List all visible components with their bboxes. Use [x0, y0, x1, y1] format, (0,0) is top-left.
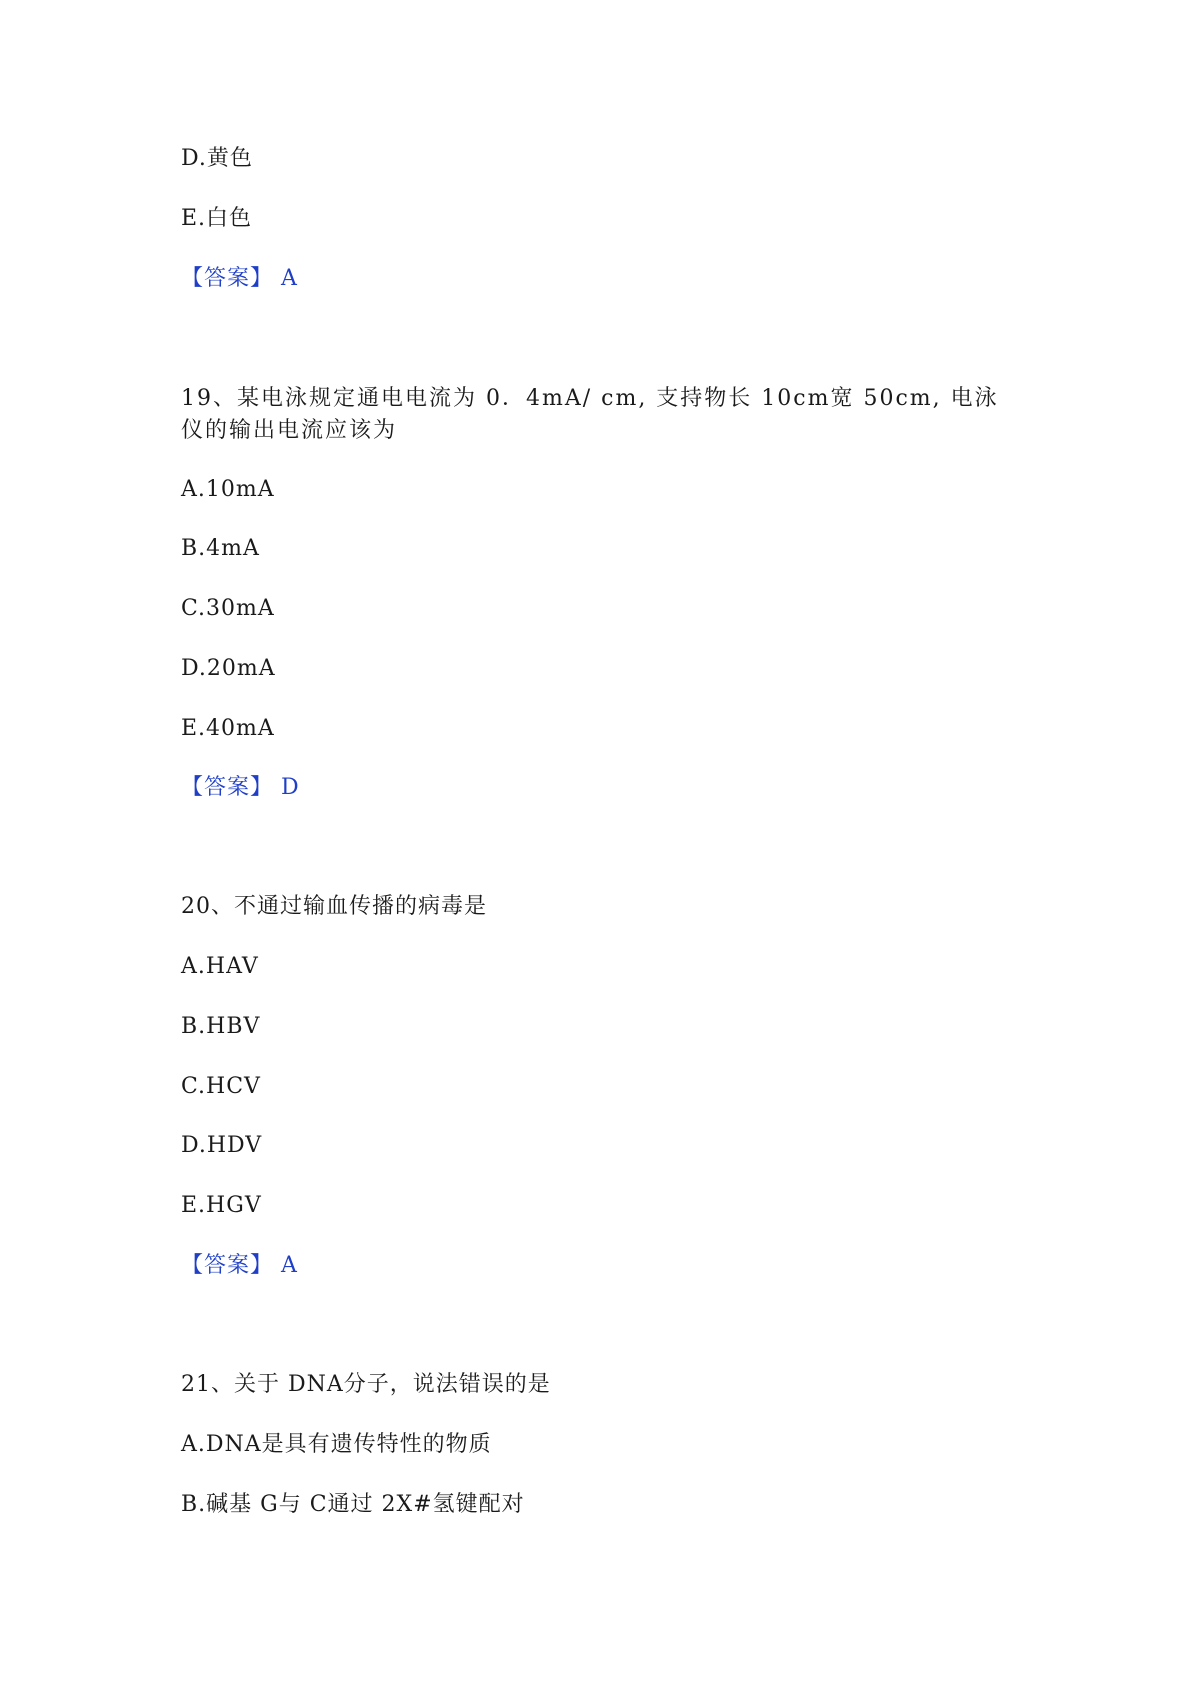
option-b: B.碱基 G与 C通过 2X#氢键配对	[181, 1492, 525, 1517]
option-c: C.HCV	[181, 1074, 261, 1099]
question-19-text: 19、某电泳规定通电电流为 0．4mA/ cm, 支持物长 10cm宽 50cm, 电泳仪的输出电流应该为	[181, 386, 999, 443]
answer-label: 【答案】 A	[181, 1253, 298, 1278]
option-b: B.4mA	[181, 536, 260, 561]
option-a: A.HAV	[181, 954, 259, 979]
option-d: D.黄色	[181, 146, 253, 171]
answer-label: 【答案】 D	[181, 775, 300, 800]
question-21-text: 21、关于 DNA分子，说法错误的是	[181, 1372, 551, 1397]
answer-label: 【答案】 A	[181, 266, 298, 291]
option-a: A.10mA	[181, 477, 275, 502]
option-a: A.DNA是具有遗传特性的物质	[181, 1432, 492, 1457]
option-e: E.白色	[181, 206, 253, 231]
option-b: B.HBV	[181, 1014, 261, 1039]
option-e: E.40mA	[181, 716, 275, 741]
option-d: D.HDV	[181, 1133, 263, 1158]
question-20-text: 20、不通过输血传播的病毒是	[181, 894, 487, 919]
option-d: D.20mA	[181, 656, 276, 681]
option-c: C.30mA	[181, 596, 275, 621]
option-e: E.HGV	[181, 1193, 262, 1218]
